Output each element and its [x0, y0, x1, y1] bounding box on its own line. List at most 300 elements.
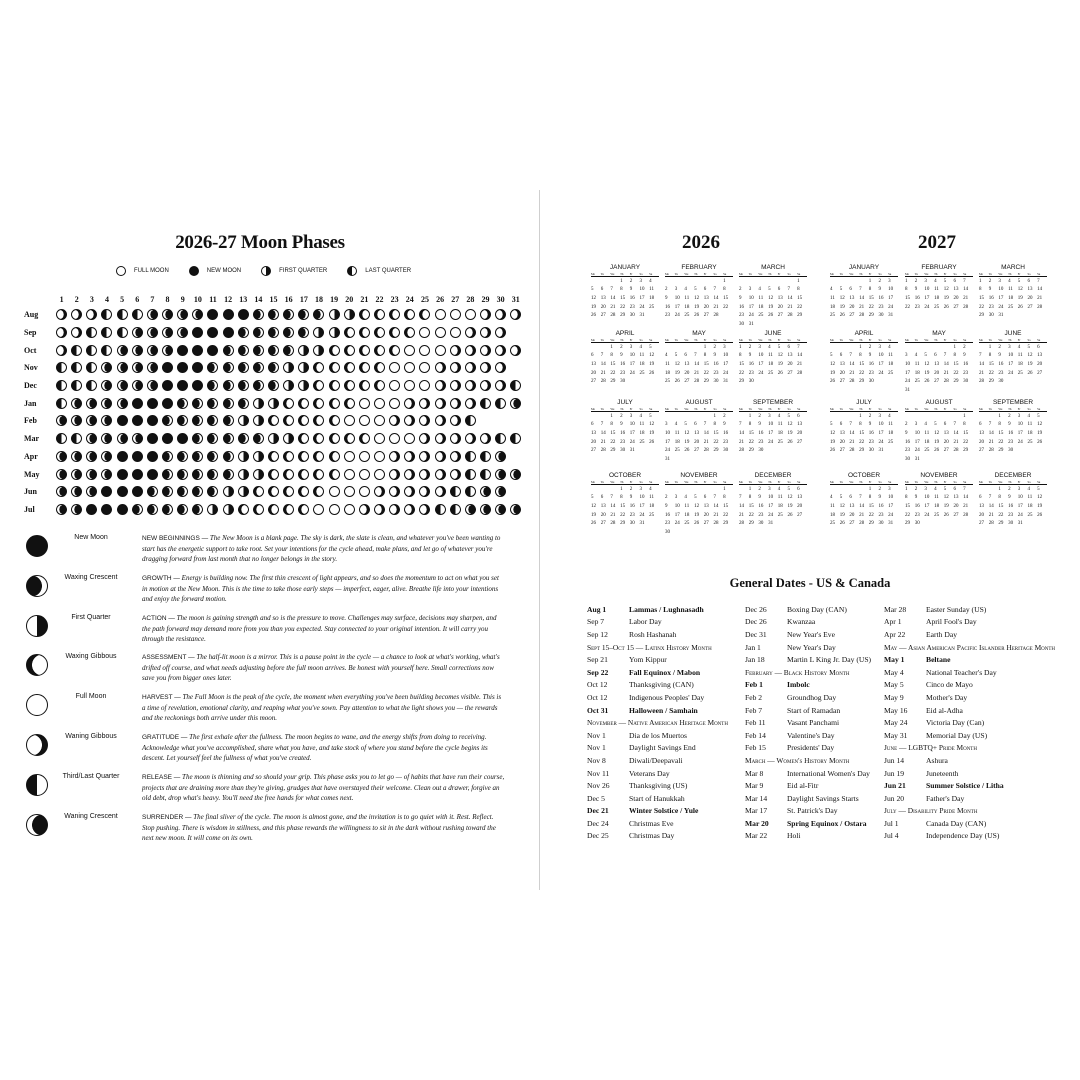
calendar-day: 13 — [979, 503, 984, 509]
calendar-day: 4 — [1027, 486, 1030, 492]
calendar-day: 8 — [723, 495, 726, 501]
date-label: Oct 12 — [587, 680, 608, 690]
day-cell — [417, 415, 432, 426]
calendar-day: 19 — [591, 304, 596, 310]
wang-moon-icon — [359, 504, 370, 515]
calendar-day: 10 — [888, 495, 894, 501]
calendar-day: 4 — [674, 422, 678, 428]
calendar-day: 4 — [649, 278, 652, 284]
calendar-day: 31 — [768, 521, 774, 527]
date-label: Jan 1 — [745, 642, 761, 652]
event-name: Imbolc — [787, 680, 810, 690]
calendar-day: 8 — [988, 353, 992, 359]
calendar-day: 12 — [787, 495, 793, 501]
day-cell — [160, 362, 175, 373]
calendar-day: 10 — [905, 361, 910, 367]
new-moon-icon — [117, 504, 128, 515]
day-cell — [463, 327, 478, 338]
day-cell — [493, 433, 508, 444]
calendar-day: 17 — [888, 503, 894, 509]
day-cell — [251, 433, 266, 444]
calendar-day: 25 — [830, 521, 835, 527]
calendar-day: 14 — [1037, 287, 1043, 293]
day-cell — [417, 469, 432, 480]
calendar-day: 17 — [878, 361, 884, 367]
calendar-day: 5 — [924, 353, 927, 359]
day-cell — [236, 345, 251, 356]
calendar-day: 28 — [713, 313, 719, 319]
day-cell — [175, 486, 190, 497]
date-label: Sep 7 — [587, 617, 605, 627]
calendar-day: 13 — [777, 295, 783, 301]
calendar-day: 25 — [777, 439, 783, 445]
calendar-day: 20 — [943, 439, 949, 445]
weekday: Mo — [979, 272, 984, 276]
calendar-day: 23 — [758, 439, 764, 445]
legend-label: LAST QUARTER — [365, 268, 412, 274]
waxc-moon-icon — [207, 486, 218, 497]
calendar-day: 14 — [953, 430, 959, 436]
calendar-day: 27 — [703, 313, 709, 319]
day-cell — [175, 415, 190, 426]
calendar-day: 29 — [739, 379, 744, 385]
wang-moon-icon — [86, 309, 97, 320]
weekday: Fr — [703, 480, 707, 484]
week-row — [905, 386, 973, 395]
calendar-day: 20 — [1027, 295, 1033, 301]
day-cell — [236, 486, 251, 497]
date-row — [745, 767, 871, 780]
weekday: Su — [797, 272, 801, 276]
date-row — [587, 805, 728, 818]
calendar-2026-1 — [591, 264, 659, 320]
day-cell — [69, 398, 84, 409]
weekday: Th — [620, 272, 624, 276]
calendar-day: 8 — [748, 495, 752, 501]
day-cell — [99, 486, 114, 497]
last-moon-icon — [71, 345, 82, 356]
calendar-day: 3 — [674, 287, 678, 293]
calendar-day: 5 — [768, 287, 771, 293]
day-cell — [190, 380, 205, 391]
calendar-day: 16 — [1008, 503, 1014, 509]
event-name: Kwanzaa — [787, 617, 816, 627]
calendar-day: 4 — [830, 287, 833, 293]
day-cell — [160, 504, 175, 515]
day-cell — [463, 380, 478, 391]
wang-moon-icon — [450, 398, 461, 409]
weekday: Fr — [868, 272, 872, 276]
calendar-day: 22 — [748, 512, 754, 518]
date-label: Dec 25 — [587, 831, 609, 841]
first-moon-icon — [207, 504, 218, 515]
calendar-day: 2 — [914, 278, 918, 284]
wang-moon-icon — [389, 451, 400, 462]
event-name: Start of Ramadan — [787, 705, 841, 715]
calendar-day: 3 — [1017, 413, 1021, 419]
wanc-moon-icon — [86, 398, 97, 409]
weekday: Mo — [905, 272, 910, 276]
weekday: Sa — [639, 407, 643, 411]
day-cell — [311, 327, 326, 338]
day-cell — [493, 327, 508, 338]
heritage-month-row: November — Native American Heritage Month — [587, 718, 728, 728]
day-cell — [115, 327, 130, 338]
calendar-day: 25 — [768, 370, 774, 376]
calendar-day: 26 — [839, 313, 845, 319]
waxg-moon-icon — [359, 433, 370, 444]
calendar-day: 20 — [934, 370, 940, 376]
waxg-moon-icon — [268, 504, 279, 515]
calendar-day: 12 — [839, 503, 845, 509]
weekday: We — [924, 272, 929, 276]
weekday: Sa — [953, 407, 957, 411]
calendar-day: 9 — [713, 353, 716, 359]
calendar-day: 14 — [610, 503, 616, 509]
calendar-2026-9 — [739, 399, 807, 455]
wang-moon-icon — [26, 734, 48, 756]
calendar-day: 28 — [963, 304, 969, 310]
waxc-moon-icon — [177, 398, 188, 409]
day-cell — [478, 486, 493, 497]
day-cell — [311, 398, 326, 409]
calendar-day: 3 — [888, 486, 891, 492]
waxg-moon-icon — [298, 451, 309, 462]
calendar-day: 11 — [639, 353, 645, 359]
calendar-day: 27 — [934, 379, 940, 385]
new-moon-icon — [207, 345, 218, 356]
wanc-moon-icon — [71, 486, 82, 497]
calendar-day: 20 — [694, 439, 700, 445]
calendar-day: 20 — [979, 512, 984, 518]
new-moon-icon — [238, 309, 249, 320]
new-moon-icon — [162, 380, 173, 391]
week-row — [739, 494, 807, 503]
week-row — [739, 519, 807, 528]
week-row — [591, 369, 659, 378]
calendar-day: 23 — [629, 304, 635, 310]
day-cell — [115, 451, 130, 462]
phase-name: Third/Last Quarter — [62, 773, 120, 780]
weekday: Th — [620, 338, 624, 342]
date-row — [587, 628, 728, 641]
calendar-day: 12 — [943, 287, 949, 293]
date-label: May 16 — [884, 705, 908, 715]
legend-new — [189, 266, 241, 276]
day-number: 23 — [390, 294, 399, 304]
month-label: Mar — [24, 434, 40, 444]
day-cell — [205, 415, 220, 426]
calendar-day: 11 — [830, 503, 835, 509]
day-cell — [205, 362, 220, 373]
full-moon-icon — [389, 398, 400, 409]
day-cell — [417, 504, 432, 515]
calendar-day: 26 — [839, 521, 845, 527]
day-cell — [372, 433, 387, 444]
calendar-day: 24 — [1017, 512, 1023, 518]
day-cell — [54, 486, 69, 497]
calendar-day: 26 — [591, 313, 596, 319]
last-moon-icon — [71, 433, 82, 444]
calendar-day: 26 — [649, 370, 655, 376]
calendar-day: 6 — [591, 353, 594, 359]
calendar-day: 25 — [665, 379, 670, 385]
day-cell — [190, 486, 205, 497]
calendar-day: 31 — [639, 313, 645, 319]
day-cell — [99, 433, 114, 444]
calendar-day: 27 — [797, 439, 803, 445]
calendar-day: 5 — [1037, 413, 1040, 419]
calendar-day: 28 — [859, 313, 865, 319]
day-cell — [266, 486, 281, 497]
week-row — [830, 352, 898, 361]
date-label: Nov 11 — [587, 768, 610, 778]
weekday: Mo — [665, 272, 670, 276]
day-cell — [281, 433, 296, 444]
week-row — [979, 343, 1047, 352]
calendar-day: 7 — [797, 344, 800, 350]
calendar-2026-8 — [665, 399, 733, 464]
page-divider — [539, 190, 540, 890]
calendar-day: 20 — [797, 503, 803, 509]
day-number: 4 — [104, 294, 109, 304]
calendar-day: 2 — [758, 413, 761, 419]
calendar-day: 16 — [868, 361, 874, 367]
day-cell — [175, 433, 190, 444]
day-cell — [342, 362, 357, 373]
phase-description — [142, 772, 506, 804]
date-label: Jun 20 — [884, 793, 905, 803]
calendar-day: 29 — [713, 448, 719, 454]
calendar-day: 1 — [905, 278, 908, 284]
day-cell — [402, 486, 417, 497]
date-row — [884, 704, 1055, 717]
day-cell — [54, 433, 69, 444]
day-cell — [84, 345, 99, 356]
calendar-day: 17 — [768, 430, 774, 436]
calendar-day: 23 — [868, 370, 874, 376]
calendar-day: 24 — [639, 512, 645, 518]
week-row — [591, 360, 659, 369]
calendar-day: 17 — [758, 361, 764, 367]
event-name: Summer Solstice / Litha — [926, 781, 1004, 791]
calendar-day: 12 — [684, 430, 690, 436]
day-cell — [402, 309, 417, 320]
week-row — [830, 377, 898, 386]
date-row — [884, 603, 1055, 616]
calendar-day: 8 — [797, 287, 800, 293]
weekday: Mo — [665, 407, 670, 411]
wanc-moon-icon — [101, 362, 112, 373]
wang-moon-icon — [465, 362, 476, 373]
calendar-day: 19 — [777, 361, 783, 367]
weekday: Sa — [787, 407, 791, 411]
day-cell — [478, 504, 493, 515]
day-cell — [99, 469, 114, 480]
weekday: Th — [859, 338, 863, 342]
calendar-day: 3 — [665, 422, 668, 428]
calendar-day: 22 — [868, 304, 874, 310]
date-row — [587, 754, 728, 767]
month-name: OCTOBER — [847, 472, 881, 479]
calendar-day: 3 — [748, 287, 752, 293]
week-row — [591, 303, 659, 312]
full-moon-icon — [404, 433, 415, 444]
phase-heading: SURRENDER — — [142, 814, 192, 821]
day-cell — [281, 327, 296, 338]
day-cell — [463, 433, 478, 444]
calendar-day: 1 — [739, 344, 742, 350]
new-moon-icon — [147, 433, 158, 444]
week-row — [739, 320, 807, 329]
event-name: April Fool's Day — [926, 617, 977, 627]
last-moon-icon — [347, 266, 357, 276]
calendar-day: 10 — [639, 495, 645, 501]
calendar-day: 13 — [600, 295, 606, 301]
first-moon-icon — [298, 345, 309, 356]
weekday: Su — [649, 480, 653, 484]
day-cell — [402, 362, 417, 373]
calendar-day: 6 — [1037, 344, 1040, 350]
week-row — [591, 421, 659, 430]
calendar-day: 11 — [758, 295, 764, 301]
calendar-day: 20 — [703, 304, 709, 310]
waxg-moon-icon — [268, 486, 279, 497]
day-cell — [251, 327, 266, 338]
calendar-day: 14 — [713, 503, 719, 509]
new-moon-icon — [147, 398, 158, 409]
new-moon-icon — [132, 469, 143, 480]
weekday: Th — [620, 480, 624, 484]
week-row — [979, 438, 1047, 447]
weekday: Su — [1037, 480, 1041, 484]
calendar-day: 3 — [629, 344, 633, 350]
day-cell — [69, 451, 84, 462]
waxc-moon-icon — [162, 415, 173, 426]
wang-moon-icon — [419, 486, 430, 497]
day-cell — [236, 309, 251, 320]
day-cell — [221, 486, 236, 497]
wanc-moon-icon — [86, 469, 97, 480]
day-number: 20 — [345, 294, 354, 304]
calendar-day: 19 — [649, 361, 655, 367]
calendar-day: 28 — [963, 512, 969, 518]
day-cell — [463, 486, 478, 497]
day-cell — [402, 398, 417, 409]
waxc-moon-icon — [207, 415, 218, 426]
calendar-day: 7 — [610, 495, 613, 501]
calendar-day: 29 — [859, 448, 865, 454]
new-moon-icon — [177, 433, 188, 444]
day-cell — [221, 327, 236, 338]
week-row — [830, 360, 898, 369]
year-title-2026: 2026 — [682, 232, 720, 253]
calendar-day: 29 — [998, 521, 1004, 527]
waxg-moon-icon — [298, 469, 309, 480]
calendar-day: 21 — [787, 304, 793, 310]
wanc-moon-icon — [56, 451, 67, 462]
waxc-moon-icon — [253, 433, 264, 444]
last-moon-icon — [510, 433, 521, 444]
day-number: 21 — [360, 294, 369, 304]
calendar-day: 11 — [1027, 422, 1033, 428]
calendar-day: 26 — [777, 370, 783, 376]
calendar-day: 3 — [914, 422, 918, 428]
weekday: Su — [888, 480, 892, 484]
week-row — [591, 502, 659, 511]
calendar-day: 10 — [924, 495, 930, 501]
day-cell — [433, 415, 448, 426]
day-cell — [221, 451, 236, 462]
calendar-day: 3 — [674, 495, 678, 501]
calendar-day: 6 — [600, 495, 604, 501]
calendar-day: 29 — [868, 313, 874, 319]
waxc-moon-icon — [223, 415, 234, 426]
moon-row-mar — [24, 430, 523, 448]
phase-description — [142, 812, 506, 844]
weekday: Tu — [839, 407, 843, 411]
calendar-day: 11 — [934, 495, 939, 501]
last-moon-icon — [465, 486, 476, 497]
day-cell — [433, 451, 448, 462]
date-row — [884, 616, 1055, 629]
weekday: Fr — [777, 338, 781, 342]
calendar-day: 31 — [914, 456, 920, 462]
full-moon-icon — [344, 451, 355, 462]
day-cell — [372, 309, 387, 320]
day-cell — [130, 380, 145, 391]
day-number: 16 — [284, 294, 293, 304]
wanc-moon-icon — [101, 433, 112, 444]
day-cell — [493, 345, 508, 356]
day-cell — [84, 451, 99, 462]
calendar-day: 6 — [849, 495, 852, 501]
calendar-day: 6 — [979, 422, 982, 428]
year-title-2027: 2027 — [918, 232, 956, 253]
general-dates-title: General Dates - US & Canada — [729, 576, 891, 590]
calendar-day: 6 — [703, 287, 707, 293]
day-cell — [478, 451, 493, 462]
calendar-day: 17 — [629, 361, 635, 367]
date-row — [745, 628, 871, 641]
day-cell — [145, 380, 160, 391]
calendar-day: 9 — [629, 287, 633, 293]
day-cell — [266, 327, 281, 338]
calendar-day: 23 — [878, 304, 884, 310]
legend-full — [116, 266, 169, 276]
waxg-moon-icon — [359, 309, 370, 320]
calendar-day: 28 — [953, 448, 959, 454]
wang-moon-icon — [374, 504, 385, 515]
week-row — [665, 377, 733, 386]
calendar-day: 8 — [620, 287, 623, 293]
wang-moon-icon — [480, 345, 491, 356]
day-cell — [296, 469, 311, 480]
weekday: Th — [694, 338, 698, 342]
day-cell — [327, 415, 342, 426]
calendar-day: 14 — [979, 361, 984, 367]
new-moon-icon — [117, 469, 128, 480]
calendar-day: 30 — [665, 529, 670, 535]
day-cell — [402, 504, 417, 515]
date-row — [745, 792, 871, 805]
last-moon-icon — [495, 433, 506, 444]
month-name: NOVEMBER — [680, 472, 718, 479]
day-cell — [508, 504, 523, 515]
week-row — [665, 438, 733, 447]
day-cell — [493, 309, 508, 320]
calendar-day: 11 — [914, 361, 920, 367]
